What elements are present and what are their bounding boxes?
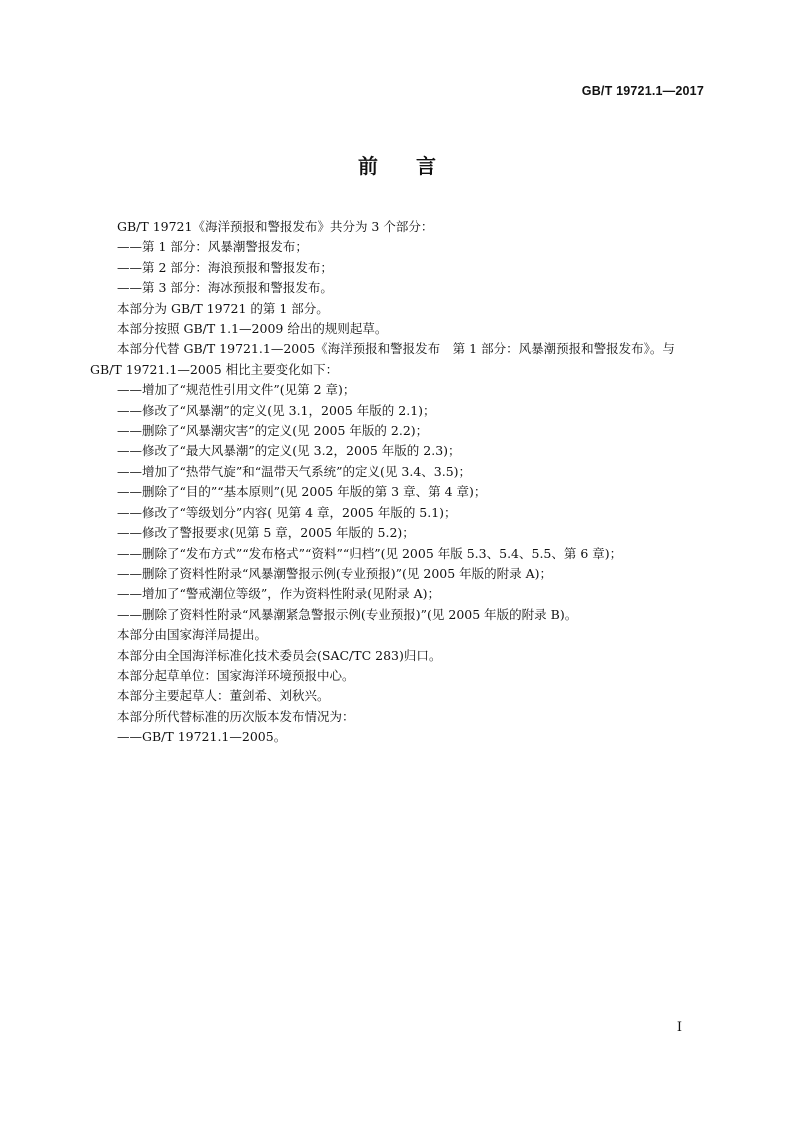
paragraph: ——GB/T 19721.1—2005。 [117, 729, 287, 745]
paragraph: 本部分所代替标准的历次版本发布情况为： [117, 708, 355, 724]
change-item: ——删除了资料性附录“风暴潮紧急警报示例(专业预报)”(见 2005 年版的附录 B)。 [117, 606, 578, 622]
change-item: ——修改了警报要求(见第 5 章，2005 年版的 5.2)； [117, 525, 415, 541]
change-item: ——增加了“热带气旋”和“温带天气系统”的定义(见 3.4、3.5)； [117, 463, 472, 479]
change-item: ——修改了“风暴潮”的定义(见 3.1，2005 年版的 2.1)； [117, 402, 436, 418]
change-item: ——增加了“警戒潮位等级”，作为资料性附录(见附录 A)； [117, 586, 441, 602]
change-item: ——增加了“规范性引用文件”(见第 2 章)； [117, 382, 356, 398]
paragraph: 本部分由全国海洋标准化技术委员会(SAC/TC 283)归口。 [117, 647, 442, 663]
change-item: ——修改了“等级划分”内容( 见第 4 章，2005 年版的 5.1)； [117, 504, 457, 520]
paragraph: 本部分按照 GB/T 1.1—2009 给出的规则起草。 [117, 321, 388, 337]
paragraph: 本部分由国家海洋局提出。 [117, 627, 268, 643]
change-item: ——删除了“目的”“基本原则”(见 2005 年版的第 3 章、第 4 章)； [117, 484, 487, 500]
replacement-paragraph [90, 339, 706, 380]
paragraph: 本部分为 GB/T 19721 的第 1 部分。 [117, 300, 329, 316]
paragraph: 本部分起草单位：国家海洋环境预报中心。 [117, 667, 355, 683]
change-item: ——修改了“最大风暴潮”的定义(见 3.2，2005 年版的 2.3)； [117, 443, 461, 459]
change-item: ——删除了资料性附录“风暴潮警报示例(专业预报)”(见 2005 年版的附录 A)； [117, 565, 553, 581]
change-item: ——删除了“风暴潮灾害”的定义(见 2005 年版的 2.2)； [117, 423, 429, 439]
preface-body [90, 217, 706, 748]
replacement-line-2: GB/T 19721.1—2005 相比主要变化如下： [90, 361, 339, 377]
paragraph: ——第 1 部分：风暴潮警报发布； [117, 239, 308, 255]
change-item: ——删除了“发布方式”“发布格式”“资料”“归档”(见 2005 年版 5.3、5.4、5.5、第 6 章)； [117, 545, 623, 561]
page-title: 前言 [358, 154, 474, 178]
paragraph: GB/T 19721《海洋预报和警报发布》共分为 3 个部分： [117, 219, 434, 234]
page-number: I [676, 1020, 682, 1035]
paragraph: ——第 2 部分：海浪预报和警报发布； [117, 259, 333, 275]
paragraph: 本部分主要起草人：董剑希、刘秋兴。 [117, 688, 330, 704]
document-id: GB/T 19721.1—2017 [581, 84, 704, 98]
replacement-line-1: 本部分代替 GB/T 19721.1—2005《海洋预报和警报发布 第 1 部分：风暴潮预报和警报发布》。与 [117, 341, 675, 357]
paragraph: ——第 3 部分：海冰预报和警报发布。 [117, 280, 333, 296]
